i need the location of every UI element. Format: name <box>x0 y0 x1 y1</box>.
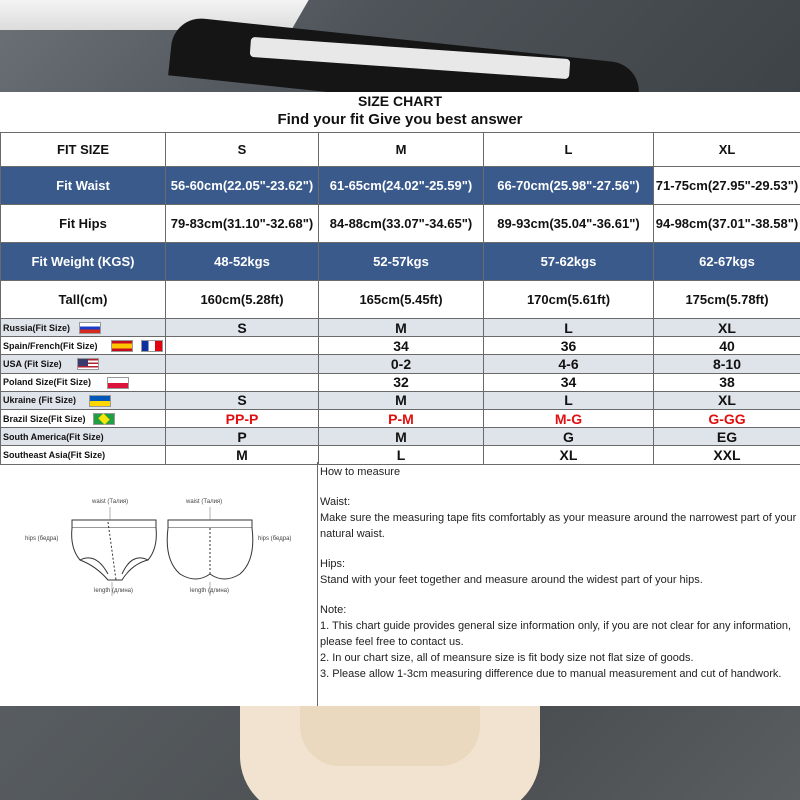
table-cell: XL <box>654 391 800 409</box>
table-row-tall <box>1 281 800 319</box>
header-cell: M <box>319 133 484 167</box>
table-cell: 79-83cm(31.10"-32.68") <box>166 205 319 243</box>
row-label-text: USA (Fit Size) <box>3 358 62 369</box>
row-label-text: Ukraine (Fit Size) <box>3 395 77 406</box>
table-cell: 71-75cm(27.95"-29.53") <box>654 167 800 205</box>
table-cell: 66-70cm(25.98"-27.56") <box>484 167 654 205</box>
table-cell: M <box>319 391 484 409</box>
table-cell: S <box>166 319 319 337</box>
table-cell: 32 <box>319 373 484 391</box>
table-cell <box>166 373 319 391</box>
ukraine-flag-icon <box>89 395 111 407</box>
table-cell: 34 <box>319 337 484 355</box>
table-row-brazil <box>1 409 800 427</box>
table-cell: 56-60cm(22.05"-23.62") <box>166 167 319 205</box>
table-cell: G-GG <box>654 409 800 427</box>
table-row-russia <box>1 319 800 337</box>
note-1: 1. This chart guide provides general size information only, if you are not clear for any information, please feel free to contact us. <box>320 620 792 648</box>
table-cell: 94-98cm(37.01"-38.58") <box>654 205 800 243</box>
table-cell: 57-62kgs <box>484 243 654 281</box>
table-cell: XXL <box>654 446 800 464</box>
row-label: Tall(cm) <box>1 281 166 319</box>
table-cell: G <box>484 428 654 446</box>
note-3: 3. Please allow 1-3cm measuring difference due to manual measurement and cut of handwork. <box>320 668 782 680</box>
table-cell <box>166 355 319 373</box>
table-cell: 0-2 <box>319 355 484 373</box>
row-label <box>1 319 166 337</box>
hips-title: Hips: <box>320 558 346 570</box>
size-table <box>0 132 800 465</box>
row-label <box>1 391 166 409</box>
waist-label: waist (Талия) <box>186 499 223 505</box>
table-header-row <box>1 133 800 167</box>
row-label <box>1 409 166 427</box>
table-cell: 160cm(5.28ft) <box>166 281 319 319</box>
table-cell: EG <box>654 428 800 446</box>
table-cell: 34 <box>484 373 654 391</box>
briefs-diagram-icon <box>0 462 318 706</box>
russia-flag-icon <box>79 322 101 334</box>
table-row-weight <box>1 243 800 281</box>
waist-title: Waist: <box>320 496 351 508</box>
row-label: Fit Hips <box>1 205 166 243</box>
note-2: 2. In our chart size, all of meansure size is fit body size not flat size of goods. <box>320 652 694 664</box>
length-label: length (длина) <box>190 588 230 594</box>
chart-subtitle: Find your fit Give you best answer <box>277 111 523 128</box>
row-label: Southeast Asia(Fit Size) <box>1 446 166 464</box>
table-cell: 165cm(5.45ft) <box>319 281 484 319</box>
table-row-waist <box>1 167 800 205</box>
table-cell: 8-10 <box>654 355 800 373</box>
table-cell: PP-P <box>166 409 319 427</box>
header-cell: FIT SIZE <box>1 133 166 167</box>
table-cell: L <box>484 319 654 337</box>
table-cell: M <box>319 428 484 446</box>
table-cell: S <box>166 391 319 409</box>
length-label: length (длина) <box>94 588 134 594</box>
hips-text: Stand with your feet together and measure around the widest part of your hips. <box>320 574 703 586</box>
waist-label: waist (Талия) <box>92 499 129 505</box>
spain-flag-icon <box>111 340 133 352</box>
table-cell: M <box>319 319 484 337</box>
note-title: Note: <box>320 604 347 616</box>
row-label: Fit Waist <box>1 167 166 205</box>
row-label: Fit Weight (KGS) <box>1 243 166 281</box>
row-label-text: Russia(Fit Size) <box>3 322 71 333</box>
row-label-text: Brazil Size(Fit Size) <box>3 413 86 424</box>
table-cell: 62-67kgs <box>654 243 800 281</box>
table-cell: P-M <box>319 409 484 427</box>
table-cell <box>166 337 319 355</box>
table-cell: 170cm(5.61ft) <box>484 281 654 319</box>
table-cell: L <box>484 391 654 409</box>
table-cell: 52-57kgs <box>319 243 484 281</box>
chart-title: SIZE CHART <box>358 93 442 109</box>
row-label-text: Poland Size(Fit Size) <box>3 377 92 388</box>
table-row-ukraine <box>1 391 800 409</box>
table-row-hips <box>1 205 800 243</box>
table-cell: M-G <box>484 409 654 427</box>
table-cell: XL <box>654 319 800 337</box>
table-cell: P <box>166 428 319 446</box>
usa-flag-icon <box>77 358 99 370</box>
photo-garment-inner <box>300 706 480 766</box>
table-cell: 40 <box>654 337 800 355</box>
header-cell: L <box>484 133 654 167</box>
table-cell: 38 <box>654 373 800 391</box>
product-photo-top <box>0 0 800 92</box>
row-label-text: Spain/French(Fit Size) <box>3 340 98 351</box>
table-row-south-america <box>1 428 800 446</box>
table-row-poland <box>1 373 800 391</box>
product-photo-bottom <box>0 706 800 800</box>
brazil-flag-icon <box>93 413 115 425</box>
waist-text: Make sure the measuring tape fits comfortably as your measure around the narrowest part of your natural waist. <box>320 512 797 540</box>
table-cell: 175cm(5.78ft) <box>654 281 800 319</box>
row-label: South America(Fit Size) <box>1 428 166 446</box>
table-cell: 4-6 <box>484 355 654 373</box>
table-row-spain-french <box>1 337 800 355</box>
table-cell: 36 <box>484 337 654 355</box>
poland-flag-icon <box>107 377 129 389</box>
how-to-measure <box>320 464 798 682</box>
measurement-diagram <box>0 462 318 706</box>
header-cell: S <box>166 133 319 167</box>
size-chart-panel <box>0 92 800 706</box>
france-flag-icon <box>141 340 163 352</box>
table-cell: 48-52kgs <box>166 243 319 281</box>
table-cell: 61-65cm(24.02"-25.59") <box>319 167 484 205</box>
row-label <box>1 337 166 355</box>
briefs-front-icon <box>72 520 157 580</box>
row-label <box>1 373 166 391</box>
row-label <box>1 355 166 373</box>
table-cell: XL <box>484 446 654 464</box>
table-cell: 89-93cm(35.04"-36.61") <box>484 205 654 243</box>
table-cell: 84-88cm(33.07"-34.65") <box>319 205 484 243</box>
table-row-usa <box>1 355 800 373</box>
briefs-back-icon <box>167 520 253 579</box>
measure-heading: How to measure <box>320 466 401 478</box>
hips-label: hips (бедра) <box>258 536 292 542</box>
header-cell: XL <box>654 133 800 167</box>
table-cell: L <box>319 446 484 464</box>
hips-label: hips (бедра) <box>25 536 59 542</box>
table-cell: M <box>166 446 319 464</box>
